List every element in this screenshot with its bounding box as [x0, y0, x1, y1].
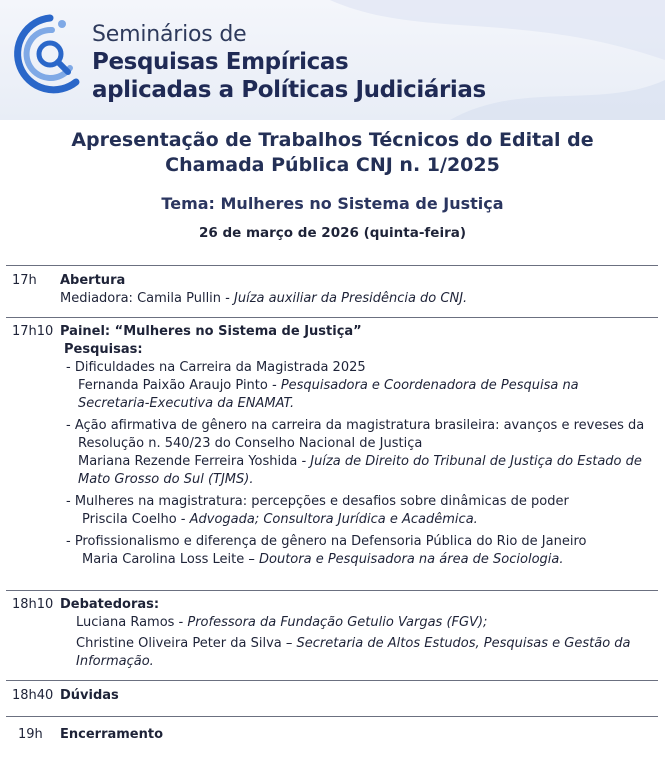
debater-role-cont: Informação. [76, 654, 154, 669]
research-title: - Profissionalismo e diferença de gênero na Defensoria Pública do Rio de Janeiro [66, 534, 587, 549]
panel-content [60, 323, 651, 569]
moderator-role: - Juíza auxiliar da Presidência do CNJ. [221, 291, 468, 306]
research-title-cont: Resolução n. 540/23 do Conselho Nacional de Justiça [78, 436, 423, 451]
time-label: 17h10 [12, 324, 54, 339]
research-author-line [82, 551, 651, 569]
questions-title: Dúvidas [60, 688, 119, 703]
research-title: - Mulheres na magistratura: percepções e desafios sobre dinâmicas de poder [66, 494, 569, 509]
opening-title: Abertura [60, 273, 126, 288]
event-titles [0, 128, 665, 241]
research-author-role: - Pesquisadora e Coordenadora de Pesquisa na [267, 378, 579, 393]
research-title: - Dificuldades na Carreira da Magistrada 2025 [66, 360, 366, 375]
divider [6, 265, 658, 266]
debater-role: – Secretaria de Altos Estudos, Pesquisas e Gestão da [281, 636, 631, 651]
debate-content [60, 596, 651, 671]
debate-title: Debatedoras: [60, 597, 160, 612]
moderator-line [60, 290, 651, 308]
questions-content [60, 687, 651, 705]
divider [6, 317, 658, 318]
divider [6, 716, 658, 717]
research-author: Fernanda Paixão Araujo Pinto [78, 378, 268, 393]
research-item [66, 359, 651, 413]
event-date: 26 de março de 2026 (quinta-feira) [198, 225, 467, 241]
closing-title: Encerramento [60, 727, 164, 742]
time-label: 19h [18, 727, 43, 742]
seminar-logo-icon [6, 10, 88, 110]
research-author-role: - Advogada; Consultora Jurídica e Acadêmica. [176, 512, 478, 527]
research-item [66, 533, 651, 569]
research-author: Priscila Coelho [82, 512, 177, 527]
event-theme: Tema: Mulheres no Sistema de Justiça [161, 194, 504, 213]
brand-line-2: Pesquisas Empíricas [92, 49, 349, 75]
research-author-line [78, 453, 651, 471]
debater-name: Christine Oliveira Peter da Silva [76, 636, 282, 651]
panel-title: Painel: “Mulheres no Sistema de Justiça” [60, 324, 362, 339]
debater-role: - Professora da Fundação Getulio Vargas (FGV); [174, 615, 488, 630]
brand-line-3: aplicadas a Políticas Judiciárias [92, 77, 486, 103]
debater-line [76, 614, 651, 632]
event-title-line-1: Apresentação de Trabalhos Técnicos do Edital de [71, 129, 594, 151]
research-author: Maria Carolina Loss Leite [82, 552, 245, 567]
event-title-line-2: Chamada Pública CNJ n. 1/2025 [165, 154, 500, 176]
time-label: 18h40 [12, 688, 54, 703]
research-author-role: - Juíza de Direito do Tribunal de Justiça do Estado de [297, 454, 642, 469]
research-item [66, 417, 651, 489]
moderator-name: Camila Pullin [137, 291, 222, 306]
research-author-role-cont: Secretaria-Executiva da ENAMAT. [78, 396, 295, 411]
moderator-label: Mediadora: [60, 291, 138, 306]
divider [6, 590, 658, 591]
time-label: 17h [12, 273, 37, 288]
brand-title [92, 22, 486, 104]
time-label: 18h10 [12, 597, 54, 612]
divider [6, 680, 658, 681]
research-author-line [82, 511, 651, 529]
research-author-line [78, 377, 651, 395]
debater-name: Luciana Ramos [76, 615, 175, 630]
research-author-role-cont: Mato Grosso do Sul (TJMS). [78, 472, 254, 487]
opening-content [60, 272, 651, 308]
debater-line [76, 635, 651, 653]
research-item [66, 493, 651, 529]
research-title: - Ação afirmativa de gênero na carreira da magistratura brasileira: avanços e reveses da [66, 418, 645, 433]
research-author-role: – Doutora e Pesquisadora na área de Sociologia. [244, 552, 564, 567]
research-author: Mariana Rezende Ferreira Yoshida [78, 454, 298, 469]
closing-content [60, 726, 651, 744]
brand-line-1: Seminários de [92, 22, 247, 47]
research-label: Pesquisas: [64, 342, 143, 357]
header-banner [0, 0, 665, 120]
